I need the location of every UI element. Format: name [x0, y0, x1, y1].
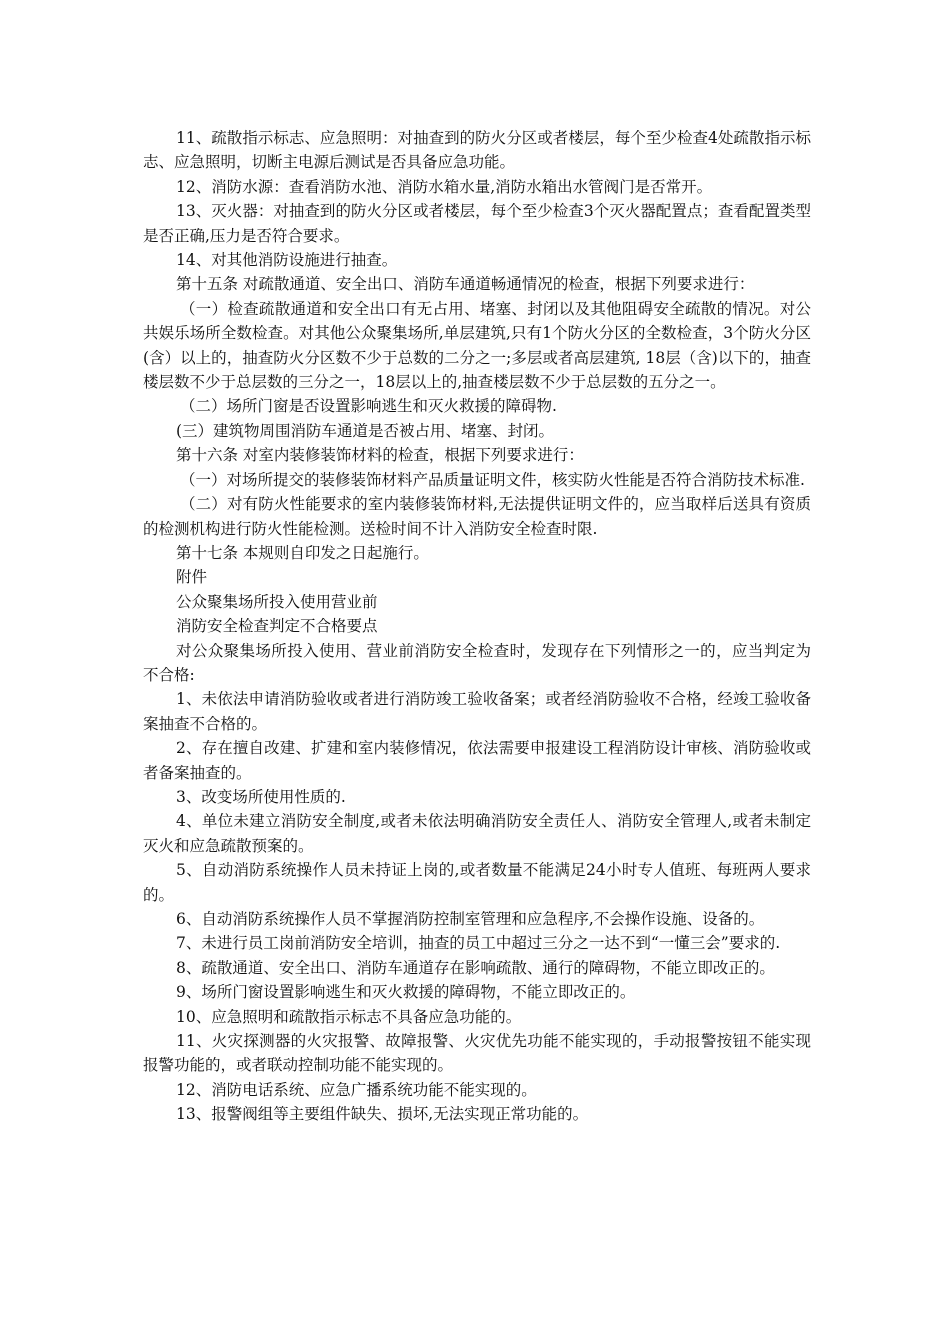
document-body [143, 126, 811, 1127]
paragraph-article-17: 第十七条 本规则自印发之日起施行。 [176, 543, 429, 562]
paragraph-article-15-clause-3: (三）建筑物周围消防车通道是否被占用、堵塞、封闭。 [176, 421, 555, 440]
attachment-title-line-2: 消防安全检查判定不合格要点 [176, 617, 378, 636]
paragraph-item-11-evacuation-signs: 11、疏散指示标志、应急照明：对抽查到的防火分区或者楼层，每个至少检查4处疏散指示标志、应急照明，切断主电源后测试是否具备应急功能。 [143, 129, 811, 172]
attachment-title-line-1: 公众聚集场所投入使用营业前 [176, 592, 378, 611]
criteria-item-3: 3、改变场所使用性质的. [176, 787, 346, 806]
criteria-item-6: 6、自动消防系统操作人员不掌握消防控制室管理和应急程序,不会操作设施、设备的。 [176, 910, 765, 928]
paragraph-article-16: 第十六条 对室内装修装饰材料的检查，根据下列要求进行： [176, 446, 584, 465]
paragraph-item-14-other-facilities: 14、对其他消防设施进行抽查。 [176, 251, 398, 270]
attachment-label: 附件 [176, 568, 208, 587]
criteria-item-12: 12、消防电话系统、应急广播系统功能不能实现的。 [176, 1080, 537, 1099]
criteria-item-10: 10、应急照明和疏散指示标志不具备应急功能的。 [176, 1007, 522, 1026]
paragraph-article-15-clause-2: （二）场所门窗是否设置影响逃生和灭火救援的障碍物. [180, 397, 557, 416]
criteria-item-9: 9、场所门窗设置影响逃生和灭火救援的障碍物，不能立即改正的。 [176, 983, 636, 1002]
criteria-item-2: 2、存在擅自改建、扩建和室内装修情况，依法需要申报建设工程消防设计审核、消防验收或者备案抽查的。 [143, 739, 811, 782]
criteria-item-1: 1、未依法申请消防验收或者进行消防竣工验收备案；或者经消防验收不合格，经竣工验收备案抽查不合格的。 [143, 690, 811, 733]
criteria-item-4: 4、单位未建立消防安全制度,或者未依法明确消防安全责任人、消防安全管理人,或者未制定灭火和应急疏散预案的。 [143, 812, 811, 855]
paragraph-article-15: 第十五条 对疏散通道、安全出口、消防车通道畅通情况的检查，根据下列要求进行： [176, 275, 755, 294]
attachment-intro: 对公众聚集场所投入使用、营业前消防安全检查时，发现存在下列情形之一的，应当判定为不合格: [143, 641, 811, 684]
criteria-item-7: 7、未进行员工岗前消防安全培训，抽查的员工中超过三分之一达不到“一懂三会”要求的. [176, 934, 781, 953]
criteria-item-13: 13、报警阀组等主要组件缺失、损坏,无法实现正常功能的。 [176, 1105, 589, 1124]
paragraph-article-15-clause-1: （一）检查疏散通道和安全出口有无占用、堵塞、封闭以及其他阻碍安全疏散的情况。对公共娱乐场所全数检查。对其他公众聚集场所,单层建筑,只有1个防火分区的全数检查，3个防火分区(含）以上的，抽查防火分区数不少于总数的二分之一;多层或者高层建筑, 18层（含)以下的，抽查楼层数不少于总层数的三分之一，18层以上的,抽查楼层数不少于总层数的五分之一。 [143, 299, 811, 392]
criteria-item-8: 8、疏散通道、安全出口、消防车通道存在影响疏散、通行的障碍物，不能立即改正的。 [176, 958, 775, 977]
paragraph-article-16-clause-2: （二）对有防火性能要求的室内装修装饰材料,无法提供证明文件的，应当取样后送具有资质的检测机构进行防火性能检测。送检时间不计入消防安全检查时限. [143, 495, 811, 538]
paragraph-article-16-clause-1: （一）对场所提交的装修装饰材料产品质量证明文件，核实防火性能是否符合消防技术标准. [180, 470, 805, 489]
criteria-item-11: 11、火灾探测器的火灾报警、故障报警、火灾优先功能不能实现的，手动报警按钮不能实现报警功能的，或者联动控制功能不能实现的。 [143, 1032, 811, 1075]
criteria-item-5: 5、自动消防系统操作人员未持证上岗的,或者数量不能满足24小时专人值班、每班两人要求的。 [143, 861, 811, 904]
paragraph-item-12-water-source: 12、消防水源：查看消防水池、消防水箱水量,消防水箱出水管阀门是否常开。 [176, 177, 713, 196]
paragraph-item-13-extinguishers: 13、灭火器：对抽查到的防火分区或者楼层，每个至少检查3个灭火器配置点；查看配置类型是否正确,压力是否符合要求。 [143, 202, 811, 245]
